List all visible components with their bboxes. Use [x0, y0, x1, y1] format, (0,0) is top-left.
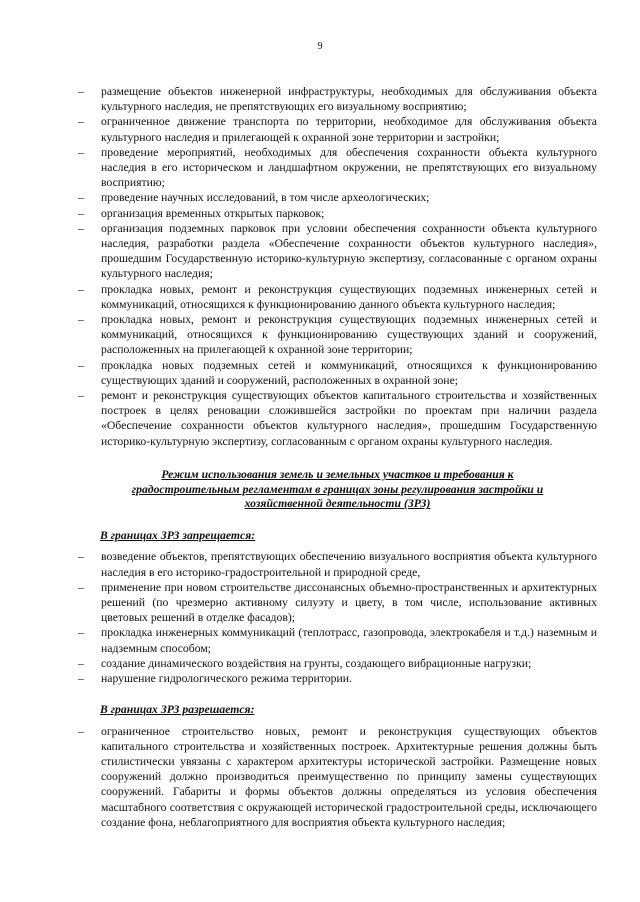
document-body [78, 84, 597, 830]
list-item: – возведение объектов, препятствующих обеспечению визуального восприятия объекта культурного наследия в его историко-градостроительной и природной среде, [78, 549, 597, 579]
allowed-subheading: В границах ЗРЗ разрешается: [100, 703, 255, 717]
list-item: – организация временных открытых парковок; [78, 206, 597, 221]
prohibited-list [78, 549, 597, 686]
list-item: – прокладка новых, ремонт и реконструкция существующих подземных инженерных сетей и коммуникаций, относящихся к функционированию существующих зданий и сооружений, расположенных на прилегающей к охранной зоне территории; [78, 312, 597, 358]
page-number: 9 [317, 41, 323, 52]
allowed-list [78, 724, 597, 830]
list-item: – применение при новом строительстве диссонансных объемно-пространственных и архитектурных решений (по чрезмерно активному силуэту и цвету, в том числе, использование активных цветовых решений в отделке фасадов); [78, 580, 597, 626]
top-list [78, 84, 597, 449]
list-item: – прокладка новых подземных сетей и коммуникаций, относящихся к функционированию существующих зданий и сооружений, расположенных в охранной зоне; [78, 358, 597, 388]
section-heading: Режим использования земель и земельных участков и требования к градостроительным регламентам в границах зоны регулирования застройки и хозяйственной деятельности (ЗРЗ) [131, 467, 544, 511]
list-item: – ограниченное строительство новых, ремонт и реконструкция существующих объектов капитального строительства и хозяйственных построек. Архитектурные решения должны быть стилистически увязаны с характером архитектуры исторической застройки. Размещение новых сооружений должно производиться преимущественно по принципу замены существующих сооружений. Габариты и формы объектов должны определяться из условия обеспечения масштабного соответствия с окружающей исторической градостроительной среды, исключающего создание фона, неблагоприятного для восприятия объекта культурного наследия; [78, 724, 597, 830]
list-item: – ремонт и реконструкция существующих объектов капитального строительства и хозяйственных построек в целях реновации сложившейся застройки по проектам при наличии раздела «Обеспечение сохранности объектов культурного наследия», прошедшим Государственную историко-культурную экспертизу, согласованным с органом охраны культурного наследия. [78, 388, 597, 449]
list-item: – создание динамического воздействия на грунты, создающего вибрационные нагрузки; [78, 656, 597, 671]
list-item: – нарушение гидрологического режима территории. [78, 671, 597, 686]
list-item: – прокладка инженерных коммуникаций (теплотрасс, газопровода, электрокабеля и т.д.) наземным и надземным способом; [78, 625, 597, 655]
list-item: – прокладка новых, ремонт и реконструкция существующих подземных инженерных сетей и коммуникаций, относящихся к функционированию данного объекта культурного наследия; [78, 282, 597, 312]
prohibited-subheading: В границах ЗРЗ запрещается: [100, 529, 256, 543]
list-item: – ограниченное движение транспорта по территории, необходимое для обслуживания объекта культурного наследия и прилегающей к охранной зоне территории и застройки; [78, 114, 597, 144]
list-item: – проведение мероприятий, необходимых для обеспечения сохранности объекта культурного наследия в его историческом и ландшафтном окружении, не препятствующих его визуальному восприятию; [78, 145, 597, 191]
list-item: – размещение объектов инженерной инфраструктуры, необходимых для обслуживания объекта культурного наследия, не препятствующих его визуальному восприятию; [78, 84, 597, 114]
list-item: – проведение научных исследований, в том числе археологических; [78, 190, 597, 205]
list-item: – организация подземных парковок при условии обеспечения сохранности объекта культурного наследия, разработки раздела «Обеспечение сохранности объектов культурного наследия», прошедшим Государственную историко-культурную экспертизу, согласованные с органом охраны культурного наследия; [78, 221, 597, 282]
